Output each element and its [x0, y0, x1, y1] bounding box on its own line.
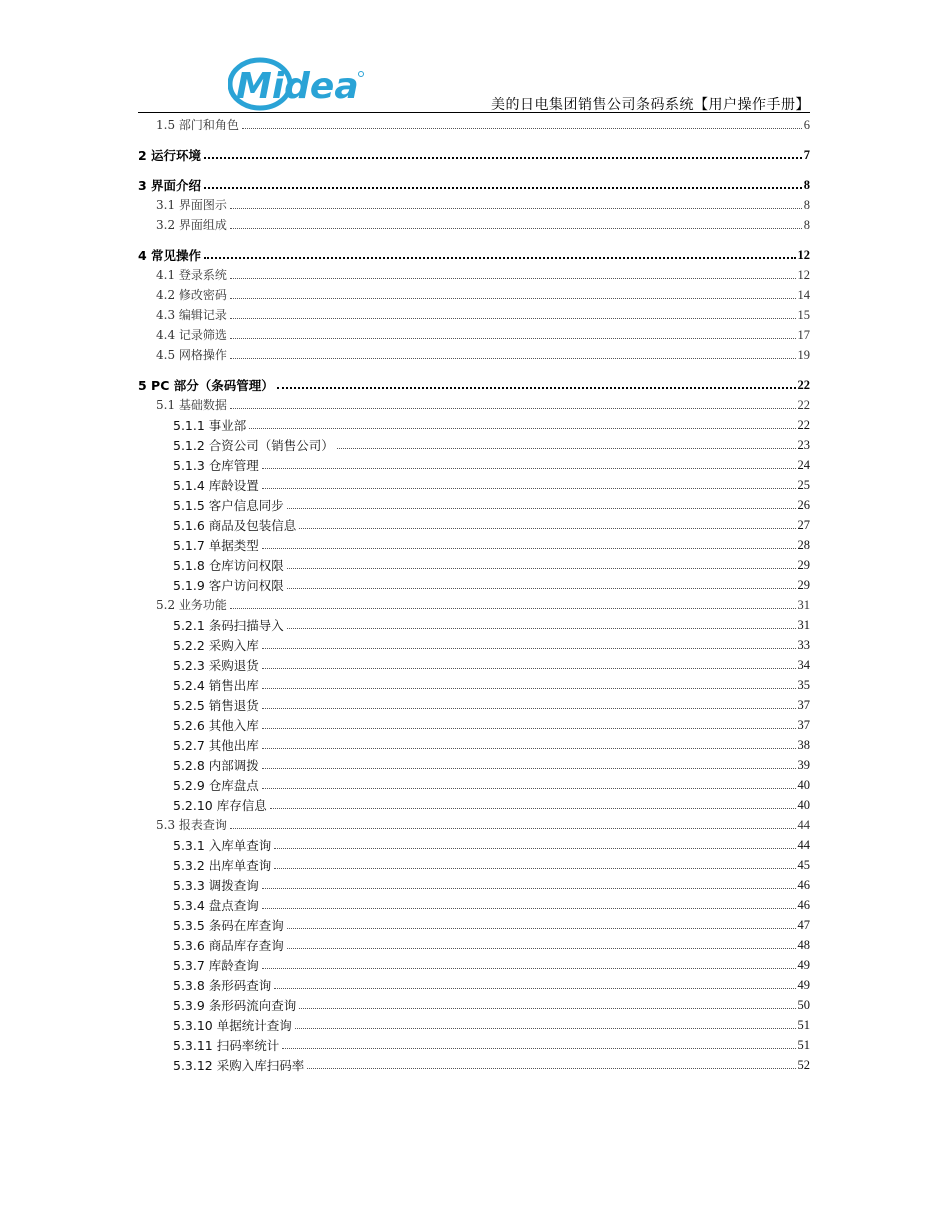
toc-entry-level3[interactable]	[138, 1053, 810, 1073]
toc-entry-level3[interactable]	[138, 833, 810, 853]
logo-text: Midea	[236, 66, 359, 107]
toc-page-number: 29	[797, 558, 810, 572]
toc-dot-leader	[287, 927, 796, 929]
toc-entry-title: 5.1.6 商品及包装信息	[173, 518, 297, 533]
toc-page-number: 22	[797, 398, 810, 412]
toc-page-number: 19	[797, 348, 810, 362]
toc-entry-level1[interactable]	[138, 173, 810, 193]
toc-dot-leader	[230, 407, 796, 409]
toc-page-number: 22	[797, 418, 810, 432]
toc-dot-leader	[230, 317, 796, 319]
toc-entry-title: 5.2.8 内部调拨	[173, 758, 259, 773]
toc-page-number: 33	[797, 638, 810, 652]
toc-dot-leader	[282, 1047, 795, 1049]
toc-dot-leader	[262, 487, 796, 489]
toc-entry-title: 4.5 网格操作	[156, 348, 227, 362]
toc-page-number: 23	[797, 438, 810, 452]
toc-page-number: 48	[797, 938, 810, 952]
toc-entry-title: 5.3.3 调拨查询	[173, 878, 259, 893]
toc-entry-level3[interactable]	[138, 1013, 810, 1033]
toc-page-number: 46	[797, 898, 810, 912]
toc-dot-leader	[299, 527, 795, 529]
toc-dot-leader	[262, 707, 796, 709]
toc-entry-level2[interactable]	[138, 393, 810, 413]
toc-dot-leader	[299, 1007, 795, 1009]
toc-page-number: 49	[797, 958, 810, 972]
toc-entry-level3[interactable]	[138, 693, 810, 713]
toc-entry-level2[interactable]	[138, 283, 810, 303]
toc-page-number: 40	[797, 798, 810, 812]
toc-dot-leader	[262, 467, 796, 469]
toc-entry-title: 5.2.6 其他入库	[173, 718, 259, 733]
toc-entry-level3[interactable]	[138, 513, 810, 533]
toc-entry-level2[interactable]	[138, 113, 810, 133]
page-header	[138, 52, 810, 120]
toc-entry-title: 5.2.3 采购退货	[173, 658, 259, 673]
toc-entry-level2[interactable]	[138, 303, 810, 323]
toc-page-number: 40	[797, 778, 810, 792]
toc-page-number: 34	[797, 658, 810, 672]
toc-dot-leader	[287, 507, 796, 509]
toc-page-number: 45	[797, 858, 810, 872]
toc-entry-level3[interactable]	[138, 973, 810, 993]
toc-entry-title: 5.1.2 合资公司（销售公司）	[173, 438, 334, 453]
toc-page-number: 15	[797, 308, 810, 322]
toc-dot-leader	[262, 687, 796, 689]
toc-entry-level3[interactable]	[138, 733, 810, 753]
toc-dot-leader	[230, 297, 796, 299]
toc-entry-title: 3 界面介绍	[138, 178, 202, 193]
toc-entry-level2[interactable]	[138, 343, 810, 363]
toc-entry-level1[interactable]	[138, 373, 810, 393]
toc-dot-leader	[230, 207, 802, 209]
toc-entry-title: 5.2.7 其他出库	[173, 738, 259, 753]
toc-entry-title: 5.1.4 库龄设置	[173, 478, 259, 493]
toc-dot-leader	[262, 667, 796, 669]
toc-page-number: 49	[797, 978, 810, 992]
toc-dot-leader	[230, 827, 796, 829]
toc-entry-level2[interactable]	[138, 263, 810, 283]
toc-entry-level3[interactable]	[138, 873, 810, 893]
toc-page-number: 46	[797, 878, 810, 892]
toc-dot-leader	[262, 767, 796, 769]
toc-entry-level3[interactable]	[138, 613, 810, 633]
toc-entry-level3[interactable]	[138, 713, 810, 733]
toc-page-number: 52	[797, 1058, 810, 1072]
toc-page-number: 12	[797, 268, 810, 282]
toc-page-number: 8	[803, 218, 810, 232]
toc-entry-title: 5.3.1 入库单查询	[173, 838, 272, 853]
toc-dot-leader	[230, 337, 796, 339]
toc-entry-title: 5.1.5 客户信息同步	[173, 498, 284, 513]
toc-entry-level3[interactable]	[138, 533, 810, 553]
toc-entry-title: 5.2.4 销售出库	[173, 678, 259, 693]
toc-entry-title: 5.3.11 扫码率统计	[173, 1038, 280, 1053]
toc-dot-leader	[307, 1067, 795, 1069]
toc-entry-level3[interactable]	[138, 793, 810, 813]
toc-dot-leader	[287, 567, 796, 569]
table-of-contents	[138, 113, 810, 1073]
toc-dot-leader	[287, 627, 796, 629]
toc-dot-leader	[262, 547, 796, 549]
toc-entry-title: 4.1 登录系统	[156, 268, 227, 282]
toc-page-number: 8	[803, 178, 810, 192]
toc-page-number: 37	[797, 698, 810, 712]
toc-page-number: 28	[797, 538, 810, 552]
toc-entry-level2[interactable]	[138, 193, 810, 213]
toc-entry-title: 5.1.8 仓库访问权限	[173, 558, 284, 573]
toc-page-number: 26	[797, 498, 810, 512]
toc-entry-level2[interactable]	[138, 813, 810, 833]
toc-entry-level3[interactable]	[138, 953, 810, 973]
toc-entry-level2[interactable]	[138, 323, 810, 343]
toc-entry-level3[interactable]	[138, 673, 810, 693]
toc-entry-title: 5.2.9 仓库盘点	[173, 778, 259, 793]
toc-entry-title: 5.3.7 库龄查询	[173, 958, 259, 973]
toc-dot-leader	[274, 847, 795, 849]
midea-logo-mark	[228, 54, 378, 114]
toc-page-number: 39	[797, 758, 810, 772]
toc-entry-title: 3.1 界面图示	[156, 198, 227, 212]
toc-entry-level1[interactable]	[138, 243, 810, 263]
toc-entry-level3[interactable]	[138, 553, 810, 573]
toc-entry-level3[interactable]	[138, 753, 810, 773]
toc-entry-level3[interactable]	[138, 573, 810, 593]
toc-dot-leader	[262, 747, 796, 749]
toc-dot-leader	[249, 427, 795, 429]
toc-page-number: 7	[803, 148, 810, 162]
toc-entry-title: 5.3.4 盘点查询	[173, 898, 259, 913]
toc-entry-title: 5.3.9 条形码流向查询	[173, 998, 297, 1013]
toc-page-number: 35	[797, 678, 810, 692]
toc-entry-title: 5.2.1 条码扫描导入	[173, 618, 284, 633]
toc-page-number: 8	[803, 198, 810, 212]
toc-page-number: 14	[797, 288, 810, 302]
toc-entry-level3[interactable]	[138, 1033, 810, 1053]
document-title: 美的日电集团销售公司条码系统【用户操作手册】	[491, 97, 810, 113]
toc-page-number: 44	[797, 818, 810, 832]
toc-page-number: 31	[797, 598, 810, 612]
toc-entry-title: 5.3.10 单据统计查询	[173, 1018, 292, 1033]
toc-page-number: 47	[797, 918, 810, 932]
toc-dot-leader	[262, 647, 796, 649]
toc-dot-leader	[242, 127, 802, 129]
toc-entry-level2[interactable]	[138, 593, 810, 613]
toc-page-number: 37	[797, 718, 810, 732]
toc-dot-leader	[230, 277, 796, 279]
toc-entry-title: 5.2.5 销售退货	[173, 698, 259, 713]
toc-entry-title: 5.2.10 库存信息	[173, 798, 267, 813]
toc-entry-level3[interactable]	[138, 853, 810, 873]
toc-page-number: 17	[797, 328, 810, 342]
toc-dot-leader	[287, 587, 796, 589]
toc-entry-title: 5.1.1 事业部	[173, 418, 247, 433]
toc-dot-leader	[204, 186, 802, 189]
toc-page-number: 6	[803, 118, 810, 132]
toc-page-number: 24	[797, 458, 810, 472]
toc-entry-title: 5.3.12 采购入库扫码率	[173, 1058, 305, 1073]
toc-page-number: 44	[797, 838, 810, 852]
toc-dot-leader	[287, 947, 796, 949]
toc-entry-level3[interactable]	[138, 993, 810, 1013]
toc-dot-leader	[262, 887, 796, 889]
toc-entry-title: 5.3.6 商品库存查询	[173, 938, 284, 953]
toc-entry-level3[interactable]	[138, 433, 810, 453]
toc-page-number: 25	[797, 478, 810, 492]
toc-page-number: 51	[797, 1018, 810, 1032]
toc-dot-leader	[204, 256, 795, 259]
toc-entry-level3[interactable]	[138, 453, 810, 473]
toc-entry-level2[interactable]	[138, 213, 810, 233]
toc-entry-title: 5.3 报表查询	[156, 818, 227, 832]
midea-logo	[228, 54, 378, 114]
toc-dot-leader	[262, 727, 796, 729]
toc-entry-title: 4.2 修改密码	[156, 288, 227, 302]
toc-entry-title: 5.1 基础数据	[156, 398, 227, 412]
toc-entry-level3[interactable]	[138, 933, 810, 953]
toc-entry-level3[interactable]	[138, 913, 810, 933]
toc-entry-level3[interactable]	[138, 773, 810, 793]
toc-dot-leader	[337, 447, 796, 449]
toc-page-number: 50	[797, 998, 810, 1012]
toc-entry-title: 5.3.2 出库单查询	[173, 858, 272, 873]
toc-entry-level3[interactable]	[138, 893, 810, 913]
toc-page-number: 51	[797, 1038, 810, 1052]
toc-entry-title: 5.1.9 客户访问权限	[173, 578, 284, 593]
toc-dot-leader	[295, 1027, 796, 1029]
toc-page-number: 27	[797, 518, 810, 532]
toc-page-number: 31	[797, 618, 810, 632]
toc-dot-leader	[230, 607, 796, 609]
toc-entry-title: 5 PC 部分（条码管理）	[138, 378, 274, 393]
toc-entry-title: 5.2 业务功能	[156, 598, 227, 612]
toc-dot-leader	[262, 907, 796, 909]
toc-page-number: 29	[797, 578, 810, 592]
toc-entry-title: 5.2.2 采购入库	[173, 638, 259, 653]
toc-entry-title: 4.4 记录筛选	[156, 328, 227, 342]
toc-dot-leader	[230, 357, 796, 359]
toc-entry-title: 5.3.8 条形码查询	[173, 978, 272, 993]
toc-entry-level3[interactable]	[138, 653, 810, 673]
toc-page-number: 22	[797, 378, 810, 392]
toc-entry-level1[interactable]	[138, 143, 810, 163]
toc-entry-title: 5.1.7 单据类型	[173, 538, 259, 553]
toc-entry-title: 2 运行环境	[138, 148, 202, 163]
toc-dot-leader	[204, 156, 802, 159]
toc-dot-leader	[274, 987, 795, 989]
toc-entry-level3[interactable]	[138, 473, 810, 493]
toc-entry-title: 5.1.3 仓库管理	[173, 458, 259, 473]
toc-dot-leader	[274, 867, 795, 869]
toc-dot-leader	[277, 386, 796, 389]
toc-entry-title: 3.2 界面组成	[156, 218, 227, 232]
toc-dot-leader	[270, 807, 796, 809]
toc-dot-leader	[230, 227, 802, 229]
toc-entry-level3[interactable]	[138, 633, 810, 653]
toc-entry-title: 4 常见操作	[138, 248, 202, 263]
toc-page-number: 12	[797, 248, 810, 262]
toc-entry-level3[interactable]	[138, 493, 810, 513]
toc-entry-title: 5.3.5 条码在库查询	[173, 918, 284, 933]
toc-dot-leader	[262, 967, 796, 969]
toc-entry-level3[interactable]	[138, 413, 810, 433]
toc-dot-leader	[262, 787, 796, 789]
toc-entry-title: 4.3 编辑记录	[156, 308, 227, 322]
toc-page-number: 38	[797, 738, 810, 752]
toc-entry-title: 1.5 部门和角色	[156, 118, 239, 132]
